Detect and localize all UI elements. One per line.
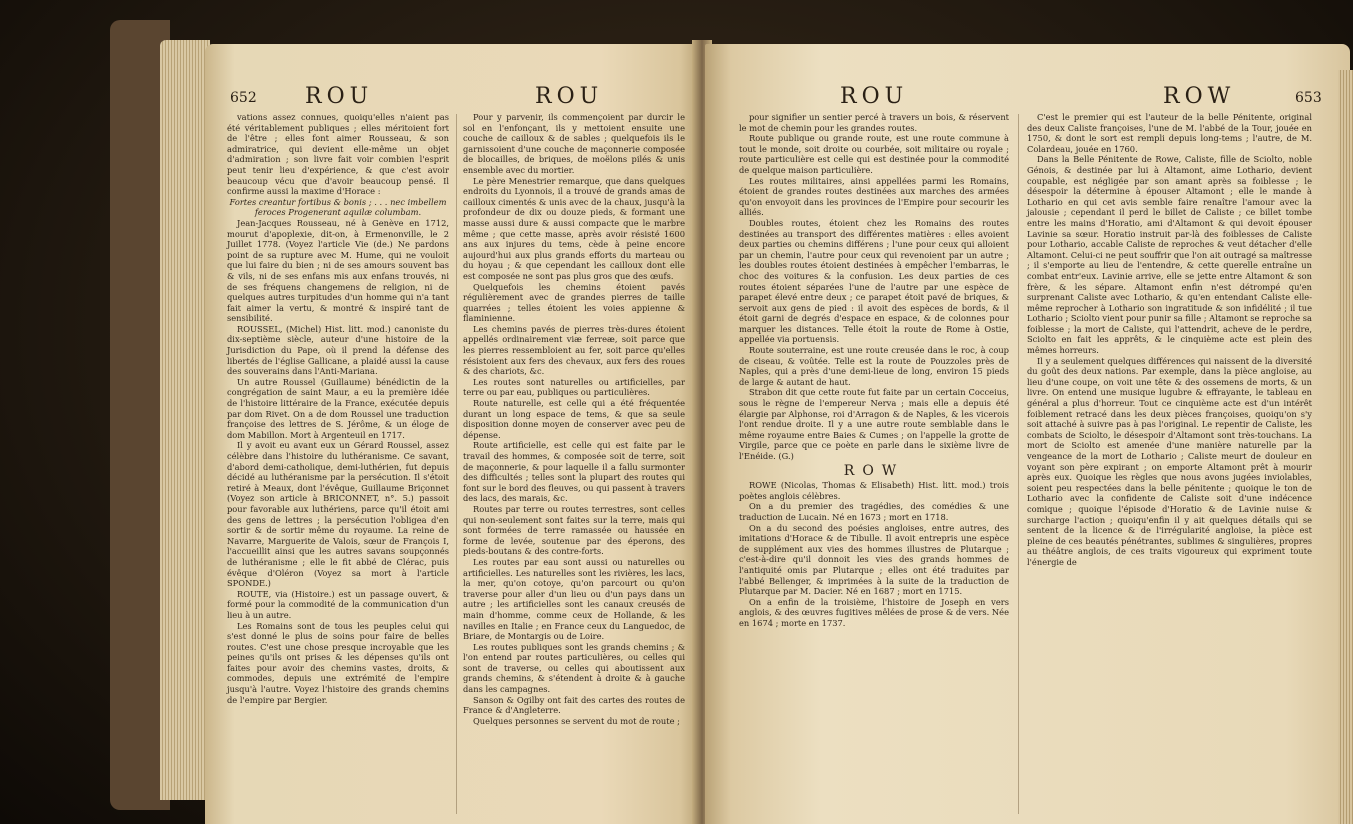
paragraph: On a du second des poésies angloises, entre autres, des imitations d'Horace & de Tibulle. Il avoit entrepris une espèce de supplément aux vies des hommes illustres de Plutarque ; c'est-à-dire qu'il donnoit les vies des grands hommes de l'antiquité omis par Plutarque ; elles ont été traduites par l'abbé Bellenger, & imprimées à la suite de la traduction de Plutarque par M. Dacier. Né en 1687 ; mort en 1715.: [739, 522, 1009, 597]
paragraph: Il y a seulement quelques différences qui naissent de la diversité du goût des deux nations. Par exemple, dans la pièce angloise, au lieu d'une coupe, on voit une tête & des ossemens de morts, & un livre. On entend une musique lugubre & effrayante, le tableau en général a plus d'horreur. Tout ce cinquième acte est d'un intérêt foiblement retracé dans les deux pièces françoises, quoiqu'on s'y soit attaché à suivre pas à pas l'original. Le repentir de Caliste, les combats de Sciolto, le désespoir d'Altamont sont très-touchans. La mort de Sciolto est amenée d'une manière naturelle par la vengeance de la mort de Lothario ; Caliste meurt de douleur en voyant son père expirant ; on emporte Altamont prêt à mourir après eux. Quoique les règles que nous avons jugées inviolables, soient peu respectées dans la belle pénitente ; quoique le ton de Lothario avec la confidente de Caliste soit d'une indécence comique ; quoique l'épisode d'Horatio & de Lavinie nuise & surcharge l'action ; quoiqu'enfin il y ait quelques détails qui se sentent de la licence & de l'irrégularité angloise, la pièce est pleine de ces beautés pénétrantes, sublimes & singulières, propres au théâtre anglois, de ces traits vigoureux qui expriment toute l'énergie de: [1027, 355, 1312, 567]
paragraph: vations assez connues, quoiqu'elles n'aient pas été véritablement publiques ; elles méritoient fort de l'être ; elles font aimer Rousseau, & son admiratrice, qui devient elle-même un objet d'admiration ; son livre fait voir combien l'esprit peut tenir lieu d'expérience, & que c'est avoir beaucoup vécu que d'avoir beaucoup pensé. Il confirme aussi la maxime d'Horace :: [227, 112, 449, 197]
paragraph: Dans la Belle Pénitente de Rowe, Caliste, fille de Sciolto, noble Génois, & destinée par lui à Altamont, aime Lothario, devient coupable, est négligée par son amant après sa foiblesse ; le désespoir la détermine à épouser Altamont ; elle le mande à Lothario en qui cet avis semble faire renaître l'amour avec la jalousie ; cependant il perd le billet de Caliste ; ce billet tombe entre les mains d'Horatio, ami d'Altamont & qui devoit épouser Lavinie sa sœur. Horatio instruit par-là des foiblesses de Caliste pour Lothario, accable Caliste de reproches & veut détacher d'elle Altamont. Celui-ci ne peut souffrir que l'on ait outragé sa maîtresse ; il s'emporte au lieu de l'entendre, & cette querelle entraîne un combat entr'eux. Lavinie arrive, elle se jette entre Altamont & son frère, & les sépare. Altamont enfin n'est détrompé qu'en surprenant Caliste avec Lothario, & qu'en entendant Caliste elle-même reprocher à Lothario son ingratitude & son infidélité ; il tue Lothario ; Sciolto vient pour punir sa fille ; Altamont se reproche sa foiblesse ; la mort de Caliste, qui l'attendrit, acheve de le perdre, Sciolto en fait les apprêts, & le cinquième acte est plein des mêmes horreurs.: [1027, 154, 1312, 356]
paragraph: ROUTE, via (Histoire.) est un passage ouvert, & formé pour la commodité de la communication d'un lieu à un autre.: [227, 588, 449, 620]
column-rule: [456, 114, 457, 814]
left-page: [205, 44, 700, 824]
paragraph: On a du premier des tragédies, des comédies & une traduction de Lucain. Né en 1673 ; mort en 1718.: [739, 501, 1009, 522]
paragraph: Doubles routes, étoient chez les Romains des routes destinées au transport des différentes matières : elles avoient deux parties ou chemins différens ; l'une pour ceux qui alloient par un chemin, l'autre pour ceux qui revenoient par un autre ; les doubles routes étoient destinées à empêcher l'embarras, le choc des voitures & la confusion. Les deux parties de ces routes étoient séparées l'une de l'autre par une espèce de parapet élevé entre deux ; ce parapet étoit pavé de briques, & servoit aux gens de pied : il avoit des espèces de bords, & il étoit garni de degrés d'espace en espace, & de colonnes pour marquer les distances. Telle étoit la route de Rome à Ostie, appellée via portuensis.: [739, 217, 1009, 345]
paragraph: Route naturelle, est celle qui a été fréquentée durant un long espace de tems, & que sa seule disposition donne moyen de conserver avec peu de dépense.: [463, 398, 685, 440]
left-running-head-2: ROU: [535, 84, 604, 109]
open-book: [0, 30, 1353, 824]
right-running-head-2: ROW: [1163, 84, 1236, 109]
paragraph: Un autre Roussel (Guillaume) bénédictin de la congrégation de saint Maur, a eu la première idée de l'histoire littéraire de la France, exécutée depuis par dom Rivet. On a de dom Roussel une traduction françoise des lettres de S. Jérôme, & un éloge de dom Mabillon. Mort à Argenteuil en 1717.: [227, 376, 449, 440]
paragraph: Les Romains sont de tous les peuples celui qui s'est donné le plus de soins pour faire de belles routes. C'est une chose presque incroyable que les peines qu'ils ont prises & les dépenses qu'ils ont faites pour avoir des chemins vastes, droits, & commodes, depuis une extrémité de l'empire jusqu'à l'autre. Voyez l'histoire des grands chemins de l'empire par Bergier.: [227, 620, 449, 705]
paragraph: Les routes publiques sont les grands chemins ; & l'on entend par routes particulières, ou celles qui sont de traverse, ou celles qui aboutissent aux grands chemins, & s'étendent à droite & à gauche dans les campagnes.: [463, 641, 685, 695]
paragraph: On a enfin de la troisième, l'histoire de Joseph en vers anglois, & des œuvres fugitives mêlées de prose & de vers. Née en 1674 ; morte en 1737.: [739, 596, 1009, 628]
paragraph: Les routes sont naturelles ou artificielles, par terre ou par eau, publiques ou particulières.: [463, 376, 685, 398]
paragraph: Il y avoit eu avant eux un Gérard Roussel, assez célèbre dans l'histoire du luthéranisme. Ce savant, d'abord demi-catholique, demi-luthérien, fut depuis décidé au luthéranisme par la persécution. Il s'étoit retiré à Meaux, dont l'évêque, Guillaume Briçonnet (Voyez son article à BRICONNET, n°. 5.) passoit pour favorable aux luthériens, parce qu'il étoit ami des gens de lettres ; la persécution l'obligea d'en sortir & de sortir même du royaume. La reine de Navarre, Marguerite de Valois, sœur de François I, l'accueillit ainsi que les autres savans soupçonnés de luthéranisme ; elle le fit abbé de Clérac, puis évêque d'Oléron (Voyez sa mort à l'article SPONDE.): [227, 440, 449, 589]
right-page-number: 653: [1295, 90, 1322, 106]
left-running-head-1: ROU: [305, 84, 374, 109]
paragraph: Les chemins pavés de pierres très-dures étoient appellés ordinairement viæ ferreæ, soit parce que les pierres ressembloient au fer, soit parce qu'elles résistoient aux fers des chevaux, aux fers des roues & des chariots, &c.: [463, 323, 685, 377]
paragraph: Fortes creantur fortibus & bonis ; . . . nec imbellem feroces Progenerant aquilæ columbam.: [229, 196, 447, 218]
right-running-head-1: ROU: [840, 84, 909, 109]
paragraph: C'est le premier qui est l'auteur de la belle Pénitente, original des deux Caliste françoises, l'une de M. l'abbé de la Tour, jouée en 1750, & dont le sort est rempli depuis long-tems ; l'autre, de M. Colardeau, jouée en 1760.: [1027, 112, 1312, 154]
left-column-2: [463, 112, 685, 726]
paragraph: Strabon dit que cette route fut faite par un certain Cocceius, sous le règne de l'empereur Nerva ; mais elle a depuis été élargie par Alphonse, roi d'Arragon & de Naples, & les vicerois l'ont rendue droite. Il y a une autre route semblable dans le même royaume entre Baies & Cumes ; on l'appelle la grotte de Virgile, parce que ce poète en parle dans le sixième livre de l'Enéide. (G.): [739, 387, 1009, 461]
paragraph: ROW: [843, 462, 905, 479]
paragraph: Pour y parvenir, ils commençoient par durcir le sol en l'enfonçant, ils y mettoient ensuite une couche de cailloux & de sables ; quelquefois ils le garnissoient d'une couche de maçonnerie composée de blocailles, de briques, de moëlons pilés & unis ensemble avec du mortier.: [463, 112, 685, 175]
paragraph: Route souterraine, est une route creusée dans le roc, à coup de ciseau, & voûtée. Telle est la route de Pouzzoles près de Naples, qui a près d'une demi-lieue de long, environ 15 pieds de large & autant de haut.: [739, 345, 1009, 387]
page-edges-right: [1338, 70, 1353, 824]
right-column-2: [1027, 112, 1312, 568]
paragraph: Quelques personnes se servent du mot de route ;: [473, 715, 680, 726]
right-column-1: [739, 112, 1009, 629]
paragraph: Quelquefois les chemins étoient pavés régulièrement avec de grandes pierres de taille quarrées ; telles étoient les voies appienne & flaminienne.: [463, 281, 685, 324]
paragraph: Routes par terre ou routes terrestres, sont celles qui non-seulement sont faites sur la terre, mais qui sont formées de terre ramassée ou haussée en forme de levée, soutenue par des éperons, des pieds-boutans & des contre-forts.: [463, 503, 685, 557]
paragraph: Les routes par eau sont aussi ou naturelles ou artificielles. Les naturelles sont les rivières, les lacs, la mer, qu'on cotoye, qu'on parcourt ou qu'on traverse pour aller d'un lieu ou d'un pays dans un autre ; les artificielles sont les canaux creusés de main d'homme, comme ceux de Hollande, & les navilles en Italie ; en France ceux du Languedoc, de Briare, de Montargis ou de Loire.: [463, 556, 685, 642]
column-rule-right: [1018, 114, 1019, 814]
paragraph: ROUSSEL, (Michel) Hist. litt. mod.) canoniste du dix-septième siècle, auteur d'une histoire de la Jurisdiction du Pape, où il prend la défense des libertés de l'église Gallicane, a plaidé aussi la cause des souverains dans l'Anti-Mariana.: [227, 323, 449, 377]
paragraph: Jean-Jacques Rousseau, né à Genève en 1712, mourut d'apoplexie, dit-on, à Ermenonville, le 2 Juillet 1778. (Voyez l'article Vie (de.) Ne pardons point de sa rupture avec M. Hume, qui ne vouloit que lui faire du bien ; ni de ses amours souvent bas & vils, ni de ses enfans mis aux enfans trouvés, ni de ses fréquens changemens de religion, ni de quelques autres turpitudes d'un homme qui n'a tant fait aimer la vertu, & montré & inspiré tant de sensibilité.: [227, 217, 449, 324]
paragraph: pour signifier un sentier percé à travers un bois, & réservent le mot de chemin pour les grandes routes.: [739, 112, 1009, 133]
left-page-number: 652: [230, 90, 257, 106]
paragraph: Le père Menestrier remarque, que dans quelques endroits du Lyonnois, il a trouvé de grands amas de cailloux cimentés & unis avec de la chaux, jusqu'à la profondeur de dix ou douze pieds, & formant une masse aussi dure & aussi compacte que le marbre même ; que cette masse, après avoir résisté 1600 ans aux injures du tems, cède à peine encore aujourd'hui aux plus grands efforts du marteau ou du hoyau ; & que cependant les cailloux dont elle est composée ne sont pas plus gros que des œufs.: [463, 175, 685, 281]
left-column-1: [227, 112, 449, 705]
paragraph: Les routes militaires, ainsi appellées parmi les Romains, étoient de grandes routes destinées aux marches des armées qu'on envoyoit dans les provinces de l'Empire pour secourir les alliés.: [739, 175, 1009, 218]
paragraph: Sanson & Ogilby ont fait des cartes des routes de France & d'Angleterre.: [463, 694, 685, 716]
paragraph: Route artificielle, est celle qui est faite par le travail des hommes, & composée soit de terre, soit de maçonnerie, & pour laquelle il a fallu surmonter des difficultés ; telles sont la plupart des routes qui font sur le bord des fleuves, ou qui passent à travers des lacs, des marais, &c.: [463, 440, 685, 504]
paragraph: Route publique ou grande route, est une route commune à tout le monde, soit droite ou courbée, soit militaire ou royale ; route particulière est celle qui est destinée pour la commodité de quelque maison particulière.: [739, 133, 1009, 175]
right-page: [705, 44, 1350, 824]
paragraph: ROWE (Nicolas, Thomas & Elisabeth) Hist. litt. mod.) trois poètes anglois célèbres.: [739, 480, 1009, 501]
